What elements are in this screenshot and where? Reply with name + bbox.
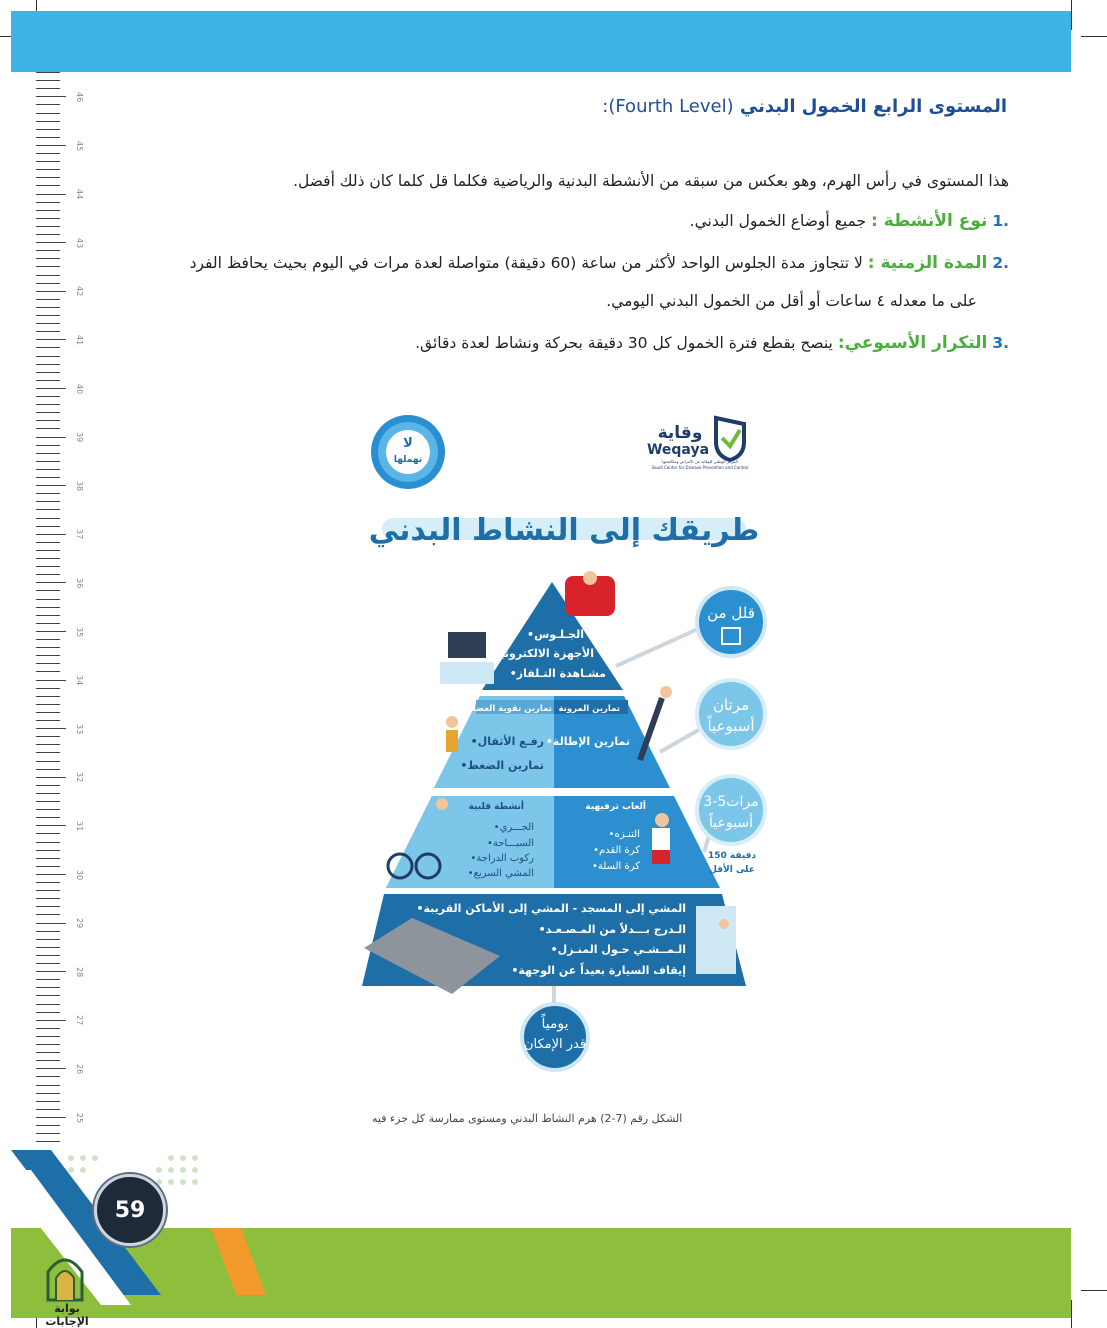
ruler-tick: [36, 477, 60, 478]
ruler-tick: [36, 1076, 60, 1077]
bubble-35-note2: على الأقل: [709, 865, 755, 875]
connector-line: [616, 628, 700, 666]
bubble-35-note1: 150 دقيقة: [707, 851, 757, 861]
ruler-tick: [36, 1052, 60, 1053]
ruler-tick: [36, 963, 60, 964]
ruler-tick: [36, 599, 60, 600]
ruler-tick: [36, 663, 60, 664]
ruler-tick: [36, 161, 60, 162]
level3-right-item-1: •التنـزه: [608, 829, 640, 840]
intro-paragraph: هذا المستوى في رأس الهرم، وهو بعكس من سبقه من الأنشطة البدنية والرياضية فكلما قل كلما كان ذلك أفضل.: [293, 172, 1009, 190]
ruler-tick: [36, 129, 60, 130]
ruler-tick: [36, 558, 60, 559]
ruler-tick: [36, 493, 60, 494]
ruler-number: 41: [75, 335, 84, 346]
ruler-tick: [36, 210, 60, 211]
ruler-tick: [36, 153, 60, 154]
ruler-tick: [36, 850, 60, 851]
bubble-35-line1: 3-5مرات: [703, 794, 759, 810]
circle-logo-top: لا: [403, 436, 413, 451]
ruler-tick: [36, 364, 60, 365]
ruler-tick: [36, 720, 60, 721]
item-text: لا تتجاوز مدة الجلوس الواحد لأكثر من ساعة (60 دقيقة) متواصلة لعدة مرات في اليوم بحيث يحافظ الفرد: [189, 254, 863, 272]
ruler-tick: [36, 412, 60, 413]
ruler-number: 37: [75, 529, 84, 540]
item-number: .3: [992, 334, 1009, 352]
page-number: 59: [94, 1174, 166, 1246]
ruler-tick: [36, 428, 60, 429]
ruler-tick: [36, 1020, 66, 1021]
ruler-tick: [36, 315, 60, 316]
ruler-tick: [36, 1085, 60, 1086]
ruler-tick: [36, 1068, 66, 1069]
caption-prefix: الشكل رقم: [630, 1112, 683, 1125]
ruler-tick: [36, 671, 60, 672]
weightlifter-body: [446, 730, 458, 752]
ruler-tick: [36, 534, 66, 535]
item-label: نوع الأنشطة :: [871, 211, 988, 231]
caption-text: هرم النشاط البدني ومستوى ممارسة كل جزء فيه: [372, 1112, 597, 1125]
weqaya-arabic: وقاية: [657, 423, 703, 443]
ruler-tick: [36, 987, 60, 988]
ruler-number: 32: [75, 772, 84, 783]
bubble-twice-line1: مرتان: [712, 696, 750, 714]
ruler-tick: [36, 1036, 60, 1037]
ruler-tick: [36, 396, 60, 397]
crop-mark: [1071, 1300, 1072, 1328]
ruler-tick: [36, 736, 60, 737]
level2-left-item-1: •رفـع الأثقال: [470, 735, 544, 748]
crop-mark: [1081, 1290, 1107, 1291]
ruler-tick: [36, 1125, 60, 1126]
ruler-tick: [36, 202, 60, 203]
ruler-tick: [36, 607, 60, 608]
ruler-tick: [36, 80, 60, 81]
bubble-3-5-weekly: [697, 776, 765, 875]
elevator-person: [719, 919, 729, 929]
ruler-tick: [36, 712, 60, 713]
runner-icon: [436, 798, 448, 810]
level3-right-item-3: •كرة السلة: [591, 861, 640, 872]
bubble-reduce-text: قلل من: [707, 604, 755, 622]
top-line-1: •الجـلـوس: [527, 628, 584, 641]
circle-logo: [371, 415, 445, 489]
ruler-tick: [36, 509, 60, 510]
ruler-tick: [36, 858, 60, 859]
gate-logo-icon: [44, 1252, 86, 1302]
ruler-tick: [36, 347, 60, 348]
ruler-number: 43: [75, 237, 84, 248]
ruler-tick: [36, 574, 60, 575]
ruler-tick: [36, 833, 60, 834]
top-line-3: •مشـاهدة التـلفاز: [509, 667, 606, 680]
item-text: جميع أوضاع الخمول البدني.: [689, 212, 867, 230]
ruler-tick: [36, 169, 60, 170]
ruler-tick: [36, 817, 60, 818]
ruler-tick: [36, 445, 60, 446]
ruler-tick: [36, 931, 60, 932]
ruler-tick: [36, 777, 66, 778]
ruler-tick: [36, 420, 60, 421]
ruler-tick: [36, 380, 60, 381]
ruler-tick: [36, 226, 60, 227]
item-label: التكرار الأسبوعي:: [837, 333, 988, 353]
football-player-shorts: [652, 850, 670, 864]
ruler-tick: [36, 688, 60, 689]
bubble-daily: [522, 1004, 588, 1070]
ruler-tick: [36, 785, 60, 786]
top-banner: [11, 11, 1071, 72]
ruler-tick: [36, 744, 60, 745]
ruler-tick: [36, 680, 66, 681]
ruler-tick: [36, 1109, 60, 1110]
stretching-person-icon: [660, 686, 672, 698]
caption-number: (7-2): [600, 1112, 627, 1125]
level3-right-head: ألعاب ترفيهية: [585, 802, 646, 812]
ruler-tick: [36, 437, 66, 438]
ruler-tick: [36, 283, 60, 284]
ruler-tick: [36, 874, 66, 875]
ruler-number: 30: [75, 869, 84, 880]
heading-english: (Fourth Level):: [602, 96, 734, 117]
ruler-tick: [36, 923, 66, 924]
ruler-tick: [36, 258, 60, 259]
ruler-tick: [36, 88, 60, 89]
ruler-tick: [36, 566, 60, 567]
ruler-number: 26: [75, 1064, 84, 1075]
ruler-tick: [36, 518, 60, 519]
ruler-tick: [36, 704, 60, 705]
ruler-number: 34: [75, 675, 84, 686]
ruler-tick: [36, 331, 60, 332]
ruler-tick: [36, 218, 60, 219]
heading-arabic: المستوى الرابع الخمول البدني: [739, 96, 1007, 117]
base-item-1: •المشي إلى المسجد - المشي إلى الأماكن القريبة: [416, 902, 686, 915]
bubble-35-line2: أسبوعياً: [709, 815, 753, 831]
connector-line: [660, 728, 702, 752]
ruler-tick: [36, 1141, 60, 1142]
ruler-number: 35: [75, 626, 84, 637]
item-text-continued: على ما معدله ٤ ساعات أو أقل من الخمول البدني اليومي.: [606, 292, 977, 310]
ruler-tick: [36, 801, 60, 802]
figure-caption: [372, 1112, 682, 1125]
ruler-tick: [36, 453, 60, 454]
ruler-number: 31: [75, 821, 84, 832]
ruler-tick: [36, 113, 60, 114]
ruler-tick: [36, 234, 60, 235]
ruler-tick: [36, 461, 60, 462]
section-heading: [602, 96, 1007, 117]
ruler-tick: [36, 137, 60, 138]
level3-left-item-1: •الجـــري: [493, 822, 534, 833]
weqaya-subtitle: المركز الوطني للوقاية من الأمراض ومكافحتها: [662, 459, 738, 464]
ruler-tick: [36, 1133, 60, 1134]
ruler-number: 45: [75, 140, 84, 151]
top-line-2: •الأجهزة الالكترونية: [486, 647, 594, 660]
activity-pyramid-infographic: [340, 400, 780, 1080]
list-item: [190, 253, 1009, 273]
ruler-tick: [36, 793, 60, 794]
list-item: [415, 333, 1009, 353]
ruler-tick: [36, 526, 60, 527]
ruler-tick: [36, 469, 60, 470]
level2-right-head: تمارين المرونة: [558, 704, 620, 714]
ruler-tick: [36, 323, 60, 324]
ruler-tick: [36, 631, 66, 632]
ruler-tick: [36, 623, 60, 624]
ruler-tick: [36, 825, 66, 826]
ruler-tick: [36, 299, 60, 300]
football-player-icon: [655, 813, 669, 827]
tv-icon: [448, 632, 486, 658]
ruler-tick: [36, 542, 60, 543]
ruler-tick: [36, 1060, 60, 1061]
ruler-number: 36: [75, 578, 84, 589]
weqaya-english: Weqaya: [646, 442, 710, 458]
ruler-tick: [36, 947, 60, 948]
list-item: [690, 211, 1009, 231]
ruler-tick: [36, 761, 60, 762]
ruler-tick: [36, 104, 60, 105]
base-item-2: •الـدرج بـــدلاً من المـصـعـد: [538, 923, 686, 936]
ruler-tick: [36, 194, 66, 195]
ruler-tick: [36, 275, 60, 276]
level3-left-item-3: •ركوب الدراجة: [470, 853, 534, 864]
ruler-tick: [36, 266, 60, 267]
item-text: ينصح بقطع فترة الخمول كل 30 دقيقة بحركة ونشاط لعدة دقائق.: [415, 334, 833, 352]
ruler-tick: [36, 339, 66, 340]
ruler-tick: [36, 939, 60, 940]
ruler-tick: [36, 842, 60, 843]
ruler-tick: [36, 121, 60, 122]
ruler-tick: [36, 1012, 60, 1013]
ruler-tick: [36, 356, 60, 357]
ruler-tick: [36, 291, 66, 292]
ruler-tick: [36, 242, 66, 243]
ruler-number: 38: [75, 480, 84, 491]
level3-left-item-4: •المشي السريع: [467, 868, 534, 879]
circle-logo-bottom: تهملها: [393, 455, 423, 465]
elevator-icon: [696, 906, 736, 974]
ruler-tick: [36, 655, 60, 656]
ruler-tick: [36, 550, 60, 551]
ruler-tick: [36, 914, 60, 915]
ruler-tick: [36, 752, 60, 753]
orange-stripe: [211, 1228, 266, 1295]
ruler-number: 40: [75, 383, 84, 394]
base-item-4: •إيقاف السيارة بعيداً عن الوجهة: [511, 964, 686, 977]
ruler-tick: [36, 404, 60, 405]
item-number: .1: [992, 212, 1009, 230]
ruler-tick: [36, 1004, 60, 1005]
ruler-number: 33: [75, 723, 84, 734]
ruler-tick: [36, 1093, 60, 1094]
ruler-tick: [36, 501, 60, 502]
side-ruler: [36, 72, 96, 1152]
ruler-tick: [36, 882, 60, 883]
ruler-tick: [36, 388, 66, 389]
bubble-daily-line2: قدر الإمكان: [523, 1037, 587, 1052]
ruler-number: 42: [75, 286, 84, 297]
ruler-tick: [36, 995, 60, 996]
ruler-tick: [36, 769, 60, 770]
ruler-number: 44: [75, 189, 84, 200]
ruler-number: 46: [75, 92, 84, 103]
ruler-tick: [36, 971, 66, 972]
football-player-shirt: [652, 828, 670, 850]
ruler-tick: [36, 582, 66, 583]
item-number: .2: [992, 254, 1009, 272]
ruler-tick: [36, 898, 60, 899]
ruler-tick: [36, 890, 60, 891]
level3-right-item-2: •كرة القدم: [593, 845, 640, 856]
person-icon: [583, 571, 597, 585]
ruler-tick: [36, 590, 60, 591]
weightlifter-icon: [446, 716, 458, 728]
base-item-3: •الـمــشـي حـول المنـزل: [550, 943, 686, 956]
item-label: المدة الزمنية :: [867, 253, 988, 273]
ruler-tick: [36, 72, 60, 73]
bubble-twice-line2: أسبوعياً: [707, 717, 755, 735]
ruler-number: 39: [75, 432, 84, 443]
level3-left-head: أنشطة قلبية: [468, 802, 524, 812]
level2-right-item: •تمارين الإطالة: [545, 735, 630, 748]
bubble-daily-line1: يومياً: [541, 1016, 569, 1032]
weqaya-subtitle-english: Saudi Center for Disease Prevention and Control: [651, 465, 749, 470]
level3-left-item-2: •السبـــاحة: [486, 838, 534, 849]
crop-mark: [1081, 36, 1107, 37]
ruler-number: 28: [75, 966, 84, 977]
ruler-tick: [36, 96, 66, 97]
ruler-tick: [36, 1117, 66, 1118]
ruler-tick: [36, 866, 60, 867]
level2-left-head: تمارين تقوية العضلات: [461, 704, 552, 714]
ruler-tick: [36, 177, 60, 178]
ruler-tick: [36, 639, 60, 640]
ruler-tick: [36, 647, 60, 648]
ruler-tick: [36, 809, 60, 810]
ruler-tick: [36, 1044, 60, 1045]
ruler-tick: [36, 728, 66, 729]
ruler-tick: [36, 615, 60, 616]
bubble-twice-weekly: [697, 680, 765, 748]
ruler-tick: [36, 250, 60, 251]
ruler-number: 25: [75, 1112, 84, 1123]
ruler-number: 27: [75, 1015, 84, 1026]
bubble-reduce: [697, 588, 765, 656]
level2-left-item-2: •تمارين الضغط: [460, 759, 544, 772]
ruler-tick: [36, 696, 60, 697]
ruler-tick: [36, 185, 60, 186]
tv-stand-icon: [440, 662, 494, 684]
brand-name: بوابة الإجابات: [45, 1302, 89, 1328]
infographic-title: طريقك إلى النشاط البدني: [368, 513, 760, 548]
ruler-tick: [36, 1101, 60, 1102]
ruler-tick: [36, 979, 60, 980]
ruler-tick: [36, 307, 60, 308]
ruler-tick: [36, 1028, 60, 1029]
ruler-tick: [36, 955, 60, 956]
ruler-tick: [36, 485, 66, 486]
ruler-tick: [36, 145, 66, 146]
crop-mark: [1071, 0, 1072, 30]
ruler-tick: [36, 372, 60, 373]
ruler-number: 29: [75, 918, 84, 929]
ruler-tick: [36, 906, 60, 907]
weqaya-logo: [647, 418, 748, 470]
